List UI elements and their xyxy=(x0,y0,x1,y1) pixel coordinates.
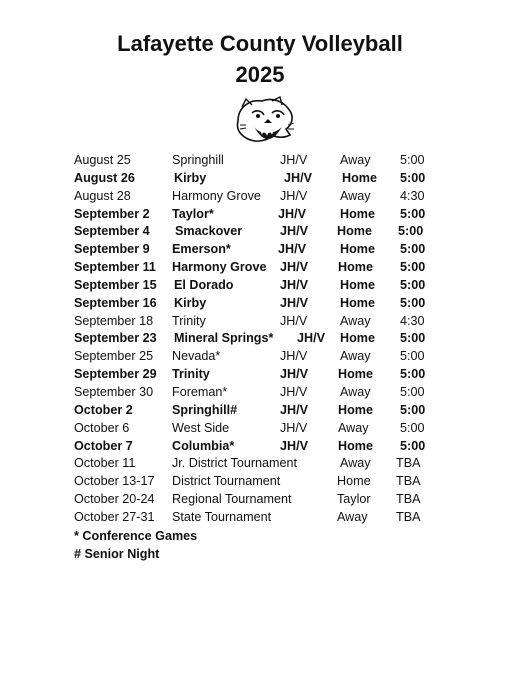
game-time: 5:00 xyxy=(400,153,425,167)
game-level: JH/V xyxy=(278,206,306,221)
game-location: Home xyxy=(340,206,375,221)
game-opponent: District Tournament xyxy=(172,474,281,489)
game-level: JH/V xyxy=(280,295,308,310)
schedule-row xyxy=(74,206,494,224)
game-opponent: Kirby xyxy=(174,295,207,310)
game-date: September 18 xyxy=(74,313,154,328)
game-date: September 30 xyxy=(74,384,154,399)
game-date: October 2 xyxy=(74,402,133,417)
game-opponent: Smackover xyxy=(175,224,243,239)
game-opponent: Foreman* xyxy=(172,384,228,399)
game-time: 5:00 xyxy=(400,384,425,399)
game-level: JH/V xyxy=(278,242,306,257)
game-opponent: Nevada* xyxy=(172,349,221,364)
game-date: September 25 xyxy=(74,349,154,364)
game-date: August 26 xyxy=(74,170,135,185)
game-location: Away xyxy=(340,313,371,328)
game-level: JH/V xyxy=(280,260,308,275)
schedule-row xyxy=(74,330,494,348)
game-location: Home xyxy=(338,260,373,275)
schedule-row xyxy=(74,259,494,277)
season-year: 2025 xyxy=(235,62,285,87)
game-location: Home xyxy=(340,242,375,257)
game-date: October 7 xyxy=(74,438,133,453)
game-level: JH/V xyxy=(280,277,308,292)
game-level: JH/V xyxy=(280,367,308,382)
game-date: September 2 xyxy=(74,206,150,221)
game-date: October 6 xyxy=(74,420,130,435)
game-time: 5:00 xyxy=(400,402,426,417)
schedule-table xyxy=(74,152,494,563)
game-opponent: Harmony Grove xyxy=(172,188,261,203)
schedule-row xyxy=(74,348,494,366)
game-date: October 27-31 xyxy=(74,509,155,524)
game-location: Taylor xyxy=(337,492,371,507)
game-level: JH/V xyxy=(280,153,308,167)
game-time: 5:00 xyxy=(400,420,425,435)
schedule-row xyxy=(74,402,494,420)
game-level: JH/V xyxy=(280,313,308,328)
game-level: JH/V xyxy=(280,224,308,239)
game-date: September 4 xyxy=(74,224,150,239)
game-location: Home xyxy=(338,367,373,382)
schedule-row xyxy=(74,295,494,313)
game-level: JH/V xyxy=(280,420,308,435)
schedule-row xyxy=(74,277,494,295)
game-opponent: Regional Tournament xyxy=(172,492,292,507)
game-date: August 25 xyxy=(74,153,131,167)
game-opponent: Springhill xyxy=(172,153,224,167)
game-opponent: Emerson* xyxy=(172,242,231,257)
game-opponent: Jr. District Tournament xyxy=(172,456,298,471)
game-opponent: State Tournament xyxy=(172,509,272,524)
game-date: October 11 xyxy=(74,456,136,471)
schedule-row xyxy=(74,223,494,241)
game-opponent: Harmony Grove xyxy=(172,260,267,275)
game-opponent: Springhill# xyxy=(172,402,238,417)
game-date: September 16 xyxy=(74,295,157,310)
game-time: TBA xyxy=(396,492,421,507)
game-date: September 23 xyxy=(74,331,157,346)
game-location: Away xyxy=(340,456,371,471)
game-location: Away xyxy=(340,349,371,364)
game-time: 5:00 xyxy=(400,438,426,453)
game-location: Away xyxy=(338,420,369,435)
game-level: JH/V xyxy=(280,349,308,364)
game-opponent: Kirby xyxy=(174,170,207,185)
page-title: Lafayette County Volleyball xyxy=(117,31,403,56)
game-location: Home xyxy=(337,224,372,239)
schedule-row xyxy=(74,188,494,206)
game-time: 4:30 xyxy=(400,188,425,203)
game-location: Home xyxy=(338,438,373,453)
game-time: 5:00 xyxy=(400,295,426,310)
game-level: JH/V xyxy=(280,384,308,399)
game-date: October 13-17 xyxy=(74,474,155,489)
game-location: Home xyxy=(340,277,375,292)
game-level: JH/V xyxy=(297,331,325,346)
schedule-row xyxy=(74,366,494,384)
conference-games-note: * Conference Games xyxy=(74,528,198,543)
schedule-row xyxy=(74,384,494,402)
game-opponent: Trinity xyxy=(172,313,206,328)
game-opponent: El Dorado xyxy=(174,277,234,292)
game-location: Home xyxy=(340,295,375,310)
game-time: 4:30 xyxy=(400,313,425,328)
schedule-row xyxy=(74,473,494,491)
game-time: TBA xyxy=(396,509,421,524)
game-opponent: Taylor* xyxy=(172,206,214,221)
game-opponent: West Side xyxy=(172,420,230,435)
schedule-row xyxy=(74,509,494,527)
schedule-row xyxy=(74,420,494,438)
game-level: JH/V xyxy=(280,188,308,203)
schedule-row xyxy=(74,491,494,509)
game-time: TBA xyxy=(396,474,421,489)
game-date: September 15 xyxy=(74,277,157,292)
game-location: Away xyxy=(340,153,371,167)
game-time: 5:00 xyxy=(400,277,426,292)
game-time: TBA xyxy=(396,456,421,471)
senior-night-note: # Senior Night xyxy=(74,546,160,561)
schedule-row xyxy=(74,438,494,456)
game-opponent: Mineral Springs* xyxy=(174,331,274,346)
game-time: 5:00 xyxy=(400,349,425,364)
game-time: 5:00 xyxy=(398,224,424,239)
game-location: Home xyxy=(338,402,373,417)
game-date: August 28 xyxy=(74,188,131,203)
game-opponent: Trinity xyxy=(172,367,210,382)
game-date: September 9 xyxy=(74,242,150,257)
game-level: JH/V xyxy=(280,402,308,417)
game-time: 5:00 xyxy=(400,260,426,275)
game-time: 5:00 xyxy=(400,206,426,221)
game-location: Away xyxy=(340,188,371,203)
game-opponent: Columbia* xyxy=(172,438,235,453)
game-date: September 29 xyxy=(74,367,157,382)
game-location: Home xyxy=(340,331,375,346)
game-date: October 20-24 xyxy=(74,492,155,507)
game-location: Home xyxy=(337,474,371,489)
game-date: September 11 xyxy=(74,260,156,275)
game-time: 5:00 xyxy=(400,242,426,257)
game-location: Away xyxy=(340,384,371,399)
game-location: Away xyxy=(337,509,368,524)
schedule-row xyxy=(74,455,494,473)
game-time: 5:00 xyxy=(400,170,426,185)
schedule-row xyxy=(74,241,494,259)
game-level: JH/V xyxy=(284,170,312,185)
schedule-row xyxy=(74,170,494,188)
game-time: 5:00 xyxy=(400,331,426,346)
game-location: Home xyxy=(342,170,377,185)
game-level: JH/V xyxy=(280,438,308,453)
panther-head-icon xyxy=(232,95,296,145)
schedule-row xyxy=(74,152,494,170)
schedule-row xyxy=(74,313,494,331)
game-time: 5:00 xyxy=(400,367,426,382)
